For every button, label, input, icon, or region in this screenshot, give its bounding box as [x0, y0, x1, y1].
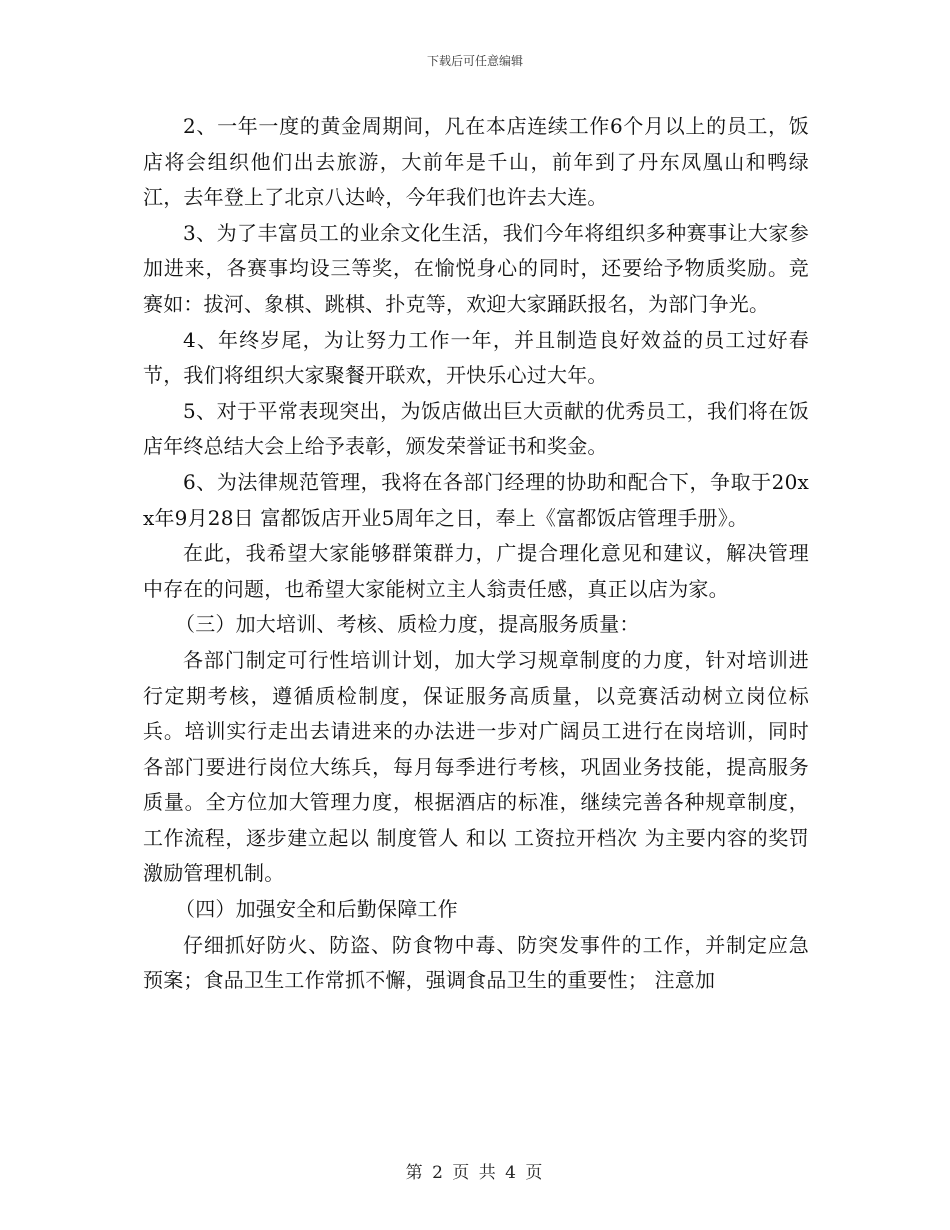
page-header-note: 下载后可任意编辑 [426, 54, 523, 68]
paragraph-item-6: 6、为法律规范管理，我将在各部门经理的协助和配合下，争取于20xx年9月28日 富都饭店开业5周年之日，奉上《富都饭店管理手册》。 [143, 469, 809, 530]
paragraph-safety: 仔细抓好防火、防盗、防食物中毒、防突发事件的工作，并制定应急预案；食品卫生工作常抓不懈，强调食品卫生的重要性； 注意加 [143, 932, 809, 993]
paragraph-closing: 在此，我希望大家能够群策群力，广提合理化意见和建议，解决管理中存在的问题，也希望大家能树立主人翁责任感，真正以店为家。 [143, 541, 809, 601]
paragraph-item-2: 2、一年一度的黄金周期间，凡在本店连续工作6个月以上的员工，饭店将会组织他们出去旅游，大前年是千山，前年到了丹东凤凰山和鸭绿江，去年登上了北京八达岭，今年我们也许去大连。 [143, 114, 809, 210]
document-body [143, 109, 809, 999]
paragraph-item-4: 4、年终岁尾，为让努力工作一年，并且制造良好效益的员工过好春节，我们将组织大家聚餐开联欢，开快乐心过大年。 [143, 327, 809, 388]
section-heading-4: （四）加强安全和后勤保障工作 [175, 897, 458, 922]
paragraph-item-3: 3、为了丰富员工的业余文化生活，我们今年将组织多种赛事让大家参加进来，各赛事均设三等奖，在愉悦身心的同时，还要给予物质奖励。竞赛如：拔河、象棋、跳棋、扑克等，欢迎大家踊跃报名，为部门争光。 [143, 220, 809, 316]
paragraph-training: 各部门制定可行性培训计划，加大学习规章制度的力度，针对培训进行定期考核，遵循质检制度，保证服务高质量，以竞赛活动树立岗位标兵。培训实行走出去请进来的办法进一步对广阔员工进行在岗培训，同时各部门要进行岗位大练兵，每月每季进行考核，巩固业务技能，提高服务质量。全方位加大管理力度，根据酒店的标准，继续完善各种规章制度，工作流程，逐步建立起以 制度管人 和以 工资拉开档次 为主要内容的奖罚激励管理机制。 [143, 647, 809, 886]
section-heading-3: （三）加大培训、考核、质检力度，提高服务质量： [175, 612, 640, 637]
page-number: 第 2 页 共 4 页 [405, 1163, 545, 1183]
paragraph-item-5: 5、对于平常表现突出，为饭店做出巨大贡献的优秀员工，我们将在饭店年终总结大会上给予表彰，颁发荣誉证书和奖金。 [143, 398, 809, 459]
